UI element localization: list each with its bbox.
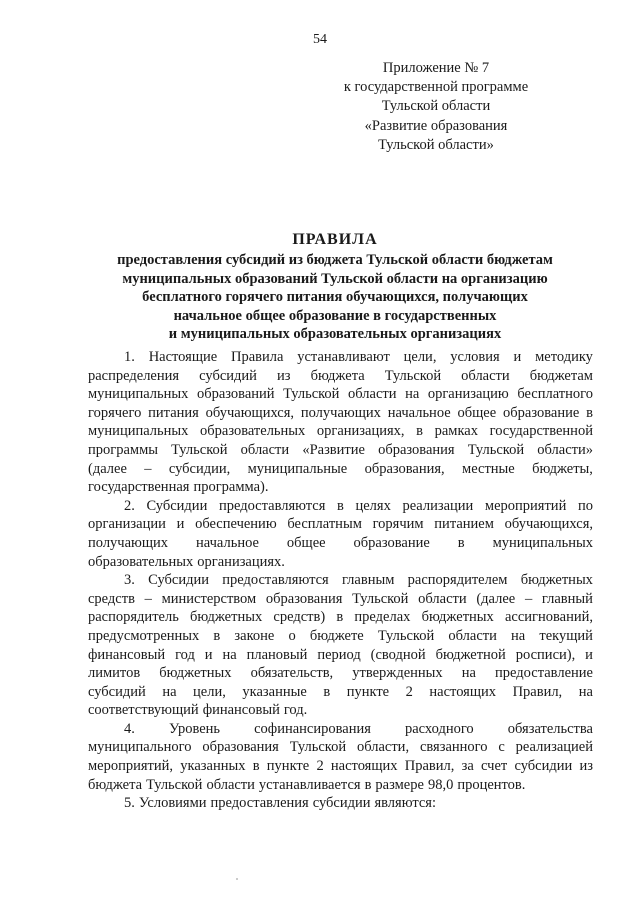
body-line: распорядитель бюджетных средств) в пределах бюджетных ассигнований, (88, 609, 593, 626)
body-line: получающих начальное общее образование в муниципальных (88, 534, 593, 551)
body-line: бюджета Тульской области устанавливается в размере 98,0 процентов. (88, 776, 526, 793)
body-line: 3. Субсидии предоставляются главным распорядителем бюджетных (124, 572, 593, 589)
body-line: 5. Условиями предоставления субсидии являются: (124, 795, 437, 812)
body-line: распределения субсидий из бюджета Тульской области бюджетам (88, 367, 593, 384)
body-line: средств – министерством образования Тульской области (далее – главный (88, 590, 593, 607)
body-line: 1. Настоящие Правила устанавливают цели, условия и методику (124, 349, 593, 365)
body-line: лимитов бюджетных обязательств, утвержденных на предоставление (88, 665, 593, 682)
appendix-line: «Развитие образования (364, 117, 508, 134)
title-main: ПРАВИЛА (292, 231, 378, 248)
document-title (90, 230, 580, 344)
title-line: начальное общее образование в государственных (173, 307, 497, 324)
body-line: 2. Субсидии предоставляются в целях реализации мероприятий по (124, 497, 593, 514)
body-text (88, 348, 593, 813)
body-line: предусмотренных в законе о бюджете Тульской области на текущий (88, 627, 593, 644)
body-line: муниципального образования Тульской области, связанного с реализацией (88, 739, 593, 756)
body-line: соответствующий финансовый год. (88, 702, 308, 719)
appendix-line: Тульской области (381, 98, 491, 115)
body-line: горячего питания обучающихся, получающих начальное общее образование в (88, 404, 593, 421)
appendix-line: к государственной программе (343, 79, 529, 96)
body-line: 4. Уровень софинансирования расходного обязательства (124, 720, 593, 737)
appendix-block (320, 59, 552, 155)
scan-speck (236, 878, 238, 880)
body-line: (далее – субсидии, муниципальные образования, местные бюджеты, (88, 460, 593, 477)
page-number: 54 (313, 32, 327, 47)
body-line: государственная программа). (88, 479, 269, 496)
body-line: субсидий на цели, указанные в пункте 2 настоящих Правил, на (88, 683, 593, 700)
body-line: организации и обеспечению бесплатным горячим питанием обучающихся, (88, 516, 593, 533)
appendix-line: Приложение № 7 (382, 60, 490, 76)
appendix-line: Тульской области» (378, 136, 494, 153)
title-line: и муниципальных образовательных организациях (168, 326, 502, 342)
body-line: программы Тульской области «Развитие образования Тульской области» (88, 441, 593, 458)
title-line: предоставления субсидий из бюджета Тульской области бюджетам (117, 252, 553, 268)
title-line: муниципальных образований Тульской области на организацию (122, 270, 548, 287)
body-line: муниципальных образований Тульской области на организацию бесплатного (88, 386, 593, 403)
body-line: мероприятий, указанных в пункте 2 настоящих Правил, за счет субсидии из (88, 758, 593, 775)
body-line: образовательных организациях. (88, 553, 285, 570)
title-line: бесплатного горячего питания обучающихся, получающих (142, 289, 528, 305)
body-line: финансовый год и на плановый период (сводной бюджетной росписи), и (88, 646, 593, 663)
body-line: муниципальных образовательных организациях, в рамках государственной (88, 423, 593, 440)
